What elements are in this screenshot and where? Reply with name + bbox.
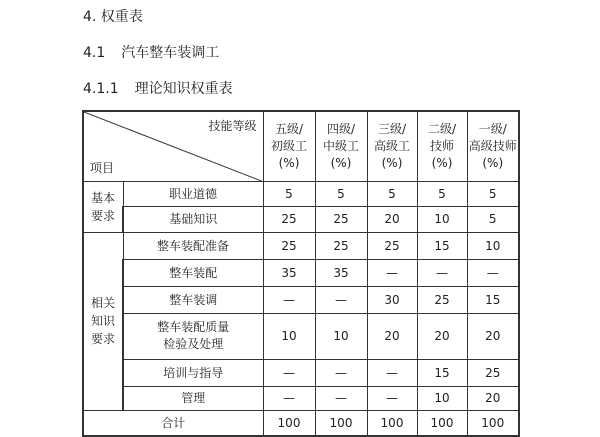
table-row: [83, 313, 519, 359]
row-name-line1: 整车装配质量: [157, 320, 230, 334]
group-basic-line2: 要求: [90, 208, 115, 223]
cell-value: 25: [315, 232, 367, 259]
item-label: 项目: [90, 160, 115, 175]
row-name: 整车装配: [123, 259, 263, 286]
table-row: [83, 359, 519, 386]
cell-value: 10: [467, 232, 519, 259]
level-header-unit: (%): [330, 155, 352, 170]
level-header-line1: 一级/: [478, 121, 507, 136]
level-header-line2: 中级工: [322, 138, 359, 153]
row-name: 整车装配准备: [123, 232, 263, 259]
diagonal-header-cell: [83, 111, 263, 181]
level-header: [367, 111, 417, 181]
row-name: [123, 313, 263, 359]
weight-table: [82, 110, 520, 437]
cell-value: 25: [263, 232, 315, 259]
cell-value: 25: [367, 232, 417, 259]
table-row: [83, 386, 519, 410]
cell-value: 25: [467, 359, 519, 386]
table-heading: [83, 78, 233, 98]
cell-value: 15: [417, 232, 467, 259]
cell-value: 10: [417, 386, 467, 410]
level-header-line2: 高级工: [373, 138, 410, 153]
level-header-unit: (%): [278, 155, 300, 170]
total-value: 100: [315, 410, 367, 436]
level-header: [263, 111, 315, 181]
row-name-line2: 检验及处理: [163, 337, 224, 351]
cell-value: —: [367, 386, 417, 410]
cell-value: 5: [417, 181, 467, 206]
row-name: 管理: [123, 386, 263, 410]
group-related-line1: 相关: [90, 296, 115, 310]
cell-value: 20: [367, 206, 417, 232]
cell-value: 35: [315, 259, 367, 286]
row-name: 基础知识: [123, 206, 263, 232]
cell-value: 20: [367, 313, 417, 359]
total-value: 100: [417, 410, 467, 436]
cell-value: 20: [417, 313, 467, 359]
cell-value: —: [315, 286, 367, 313]
subsection-number: 4.1: [83, 45, 106, 61]
cell-value: 35: [263, 259, 315, 286]
level-header: [467, 111, 519, 181]
cell-value: —: [263, 359, 315, 386]
level-header-line1: 五级/: [274, 121, 304, 136]
level-header-line1: 三级/: [377, 121, 407, 136]
cell-value: —: [367, 259, 417, 286]
group-related-cell: [83, 232, 123, 410]
cell-value: 15: [417, 359, 467, 386]
level-header-line2: 高级技师: [468, 138, 517, 153]
cell-value: 10: [263, 313, 315, 359]
cell-value: —: [467, 259, 519, 286]
cell-value: 10: [417, 206, 467, 232]
row-name: 培训与指导: [123, 359, 263, 386]
table-heading-title: 理论知识权重表: [134, 81, 233, 97]
table-row: [83, 286, 519, 313]
subsection-heading: [83, 42, 219, 62]
cell-value: —: [263, 386, 315, 410]
cell-value: 15: [467, 286, 519, 313]
cell-value: 5: [263, 181, 315, 206]
group-related-line3: 要求: [90, 332, 115, 346]
level-header-line1: 二级/: [427, 121, 457, 136]
level-header-unit: (%): [381, 155, 403, 170]
level-header-line2: 初级工: [270, 138, 307, 153]
cell-value: —: [315, 386, 367, 410]
cell-value: 5: [467, 206, 519, 232]
cell-value: 25: [315, 206, 367, 232]
table-row: [83, 181, 519, 206]
table-row: [83, 259, 519, 286]
level-header: [417, 111, 467, 181]
skill-level-label: 技能等级: [208, 119, 257, 133]
cell-value: 20: [467, 386, 519, 410]
cell-value: 5: [315, 181, 367, 206]
cell-value: 30: [367, 286, 417, 313]
total-value: 100: [467, 410, 519, 436]
section-heading: 4. 权重表: [83, 9, 143, 25]
table-heading-number: 4.1.1: [83, 81, 119, 97]
group-basic-cell: [83, 181, 123, 232]
group-related-line2: 知识: [90, 314, 115, 328]
group-basic-line1: 基本: [90, 190, 115, 205]
total-row: [83, 410, 519, 436]
subsection-title: 汽车整车装调工: [121, 45, 220, 61]
row-name: 整车装调: [123, 286, 263, 313]
cell-value: —: [263, 286, 315, 313]
level-header-unit: (%): [482, 155, 504, 170]
cell-value: 10: [315, 313, 367, 359]
cell-value: —: [315, 359, 367, 386]
level-header-line2: 技师: [429, 138, 454, 153]
table-row: [83, 206, 519, 232]
level-header-line1: 四级/: [326, 121, 356, 136]
level-header: [315, 111, 367, 181]
total-value: 100: [263, 410, 315, 436]
cell-value: —: [417, 259, 467, 286]
cell-value: 20: [467, 313, 519, 359]
cell-value: 5: [467, 181, 519, 206]
cell-value: 25: [263, 206, 315, 232]
cell-value: 25: [417, 286, 467, 313]
row-name: 职业道德: [123, 181, 263, 206]
total-label: 合计: [83, 410, 263, 436]
cell-value: —: [367, 359, 417, 386]
level-header-unit: (%): [431, 155, 453, 170]
total-value: 100: [367, 410, 417, 436]
table-row: [83, 232, 519, 259]
table-header-row: [83, 111, 519, 181]
cell-value: 5: [367, 181, 417, 206]
